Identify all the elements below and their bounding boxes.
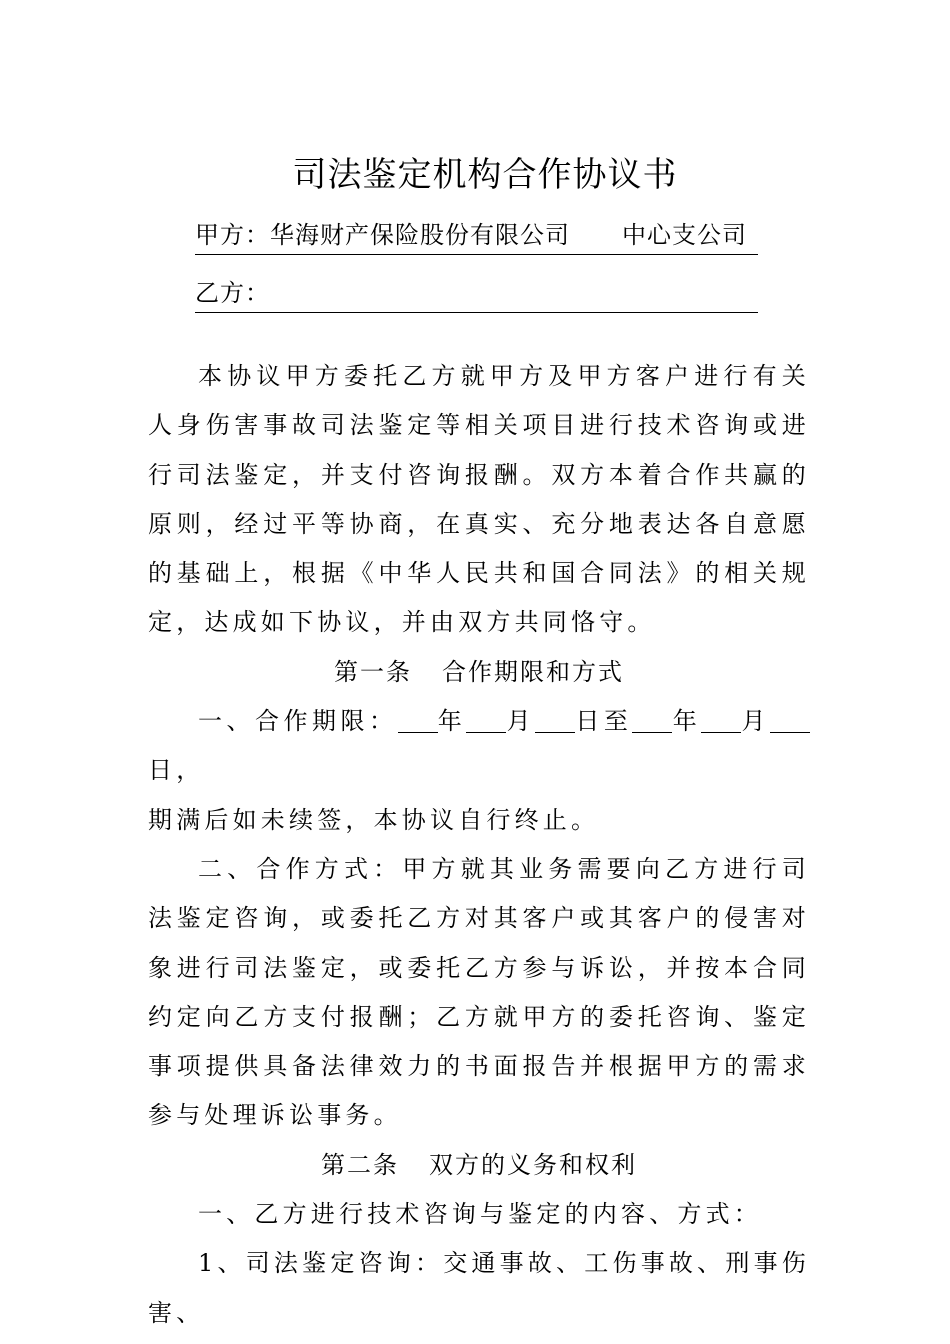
article-2-heading	[148, 1141, 810, 1190]
party-b-line	[195, 274, 758, 313]
document-title: 司法鉴定机构合作协议书	[292, 155, 678, 195]
start-year-label: 年	[437, 707, 467, 736]
party-a-name: 华海财产保险股份有限公司	[270, 221, 570, 249]
article-1-term	[148, 697, 810, 796]
start-day-label: 日至	[575, 707, 633, 736]
end-year-label: 年	[672, 707, 702, 736]
start-year-blank[interactable]	[398, 708, 438, 733]
article-2-title: 双方的义务和权利	[429, 1150, 637, 1179]
end-year-blank[interactable]	[632, 708, 672, 733]
article-1-title: 合作期限和方式	[442, 657, 624, 686]
end-month-label: 月	[741, 707, 771, 736]
start-month-blank[interactable]	[466, 708, 506, 733]
intro-paragraph: 本协议甲方委托乙方就甲方及甲方客户进行有关人身伤害事故司法鉴定等相关项目进行技术咨询或进行司法鉴定，并支付咨询报酬。双方本着合作共赢的原则，经过平等协商，在真实、充分地表达各自意愿的基础上，根据《中华人民共和国合同法》的相关规定，达成如下协议，并由双方共同恪守。	[148, 362, 810, 637]
start-month-label: 月	[506, 707, 536, 736]
end-day-blank[interactable]	[770, 708, 810, 733]
document-body	[148, 352, 810, 1338]
article-2-number: 第二条	[321, 1150, 399, 1179]
article-2-item-1-1: 1、司法鉴定咨询：交通事故、工伤事故、刑事伤害、	[148, 1249, 810, 1327]
article-1-number: 第一条	[334, 657, 412, 686]
party-a-label: 甲方：	[195, 221, 270, 249]
party-b-label: 乙方：	[195, 279, 270, 307]
end-day-label: 日，	[148, 756, 205, 785]
party-a-branch: 中心支公司	[622, 221, 747, 249]
start-day-blank[interactable]	[535, 708, 575, 733]
article-1-heading	[148, 648, 810, 697]
term-prefix: 一、合作期限：	[198, 707, 398, 736]
end-month-blank[interactable]	[701, 708, 741, 733]
article-1-term-suffix: 期满后如未续签，本协议自行终止。	[148, 805, 600, 834]
party-a-line	[195, 216, 758, 255]
article-2-item-1: 一、乙方进行技术咨询与鉴定的内容、方式：	[198, 1200, 762, 1229]
article-1-mode: 二、合作方式：甲方就其业务需要向乙方进行司法鉴定咨询，或委托乙方对其客户或其客户的侵害对象进行司法鉴定，或委托乙方参与诉讼，并按本合同约定向乙方支付报酬；乙方就甲方的委托咨询、鉴定事项提供具备法律效力的书面报告并根据甲方的需求参与处理诉讼事务。	[148, 854, 810, 1130]
